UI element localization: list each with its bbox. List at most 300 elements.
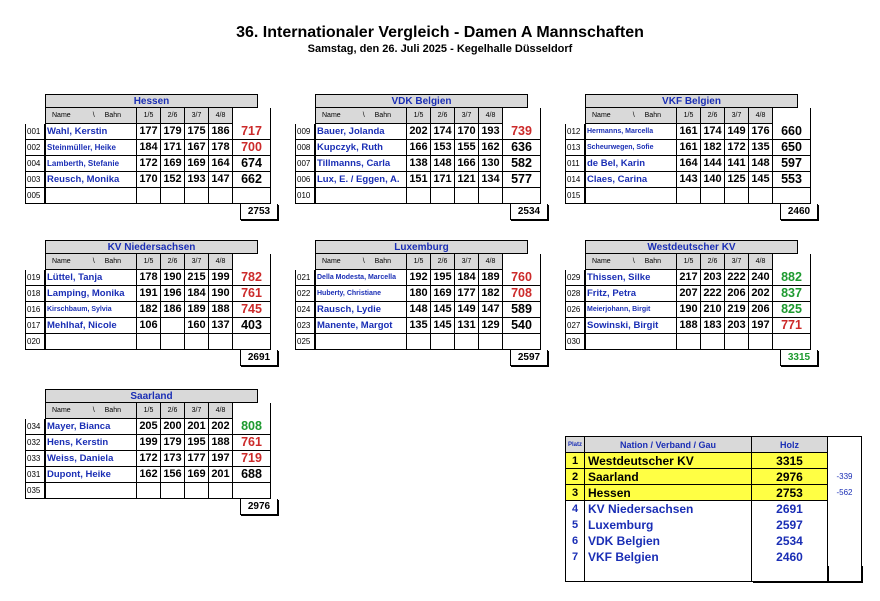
- lane-score: 195: [185, 435, 209, 451]
- nr-header: [25, 403, 45, 419]
- lane-score: 148: [407, 302, 431, 318]
- player-name: Mehlhaf, Nicole: [45, 318, 137, 334]
- player-row: [565, 270, 818, 286]
- name-label: Name: [52, 407, 71, 414]
- lane-score: 195: [431, 270, 455, 286]
- player-total: 589: [503, 302, 541, 318]
- player-total: 837: [773, 286, 811, 302]
- player-row: [295, 188, 548, 204]
- ranking-row: [565, 517, 862, 533]
- lane-score: 171: [161, 140, 185, 156]
- lane-score: [431, 334, 455, 350]
- lane-score: 178: [137, 270, 161, 286]
- name-bahn-header: [45, 403, 137, 419]
- page-subtitle: Samstag, den 26. Juli 2025 - Kegelhalle Düsseldorf: [307, 43, 573, 55]
- player-row: [25, 334, 278, 350]
- team-block: [25, 94, 278, 220]
- lane-score: 130: [479, 156, 503, 172]
- player-name: Lamberth, Stefanie: [45, 156, 137, 172]
- player-name: Wahl, Kerstin: [45, 124, 137, 140]
- lane-score: 188: [209, 435, 233, 451]
- player-row: [25, 302, 278, 318]
- lane-score: [209, 483, 233, 499]
- bahn-label: Bahn: [104, 407, 121, 414]
- player-total: 761: [233, 435, 271, 451]
- lane-score: 135: [749, 140, 773, 156]
- ranking-nation: Westdeutscher KV: [585, 453, 752, 469]
- lane-score: 162: [479, 140, 503, 156]
- player-name: de Bel, Karin: [585, 156, 677, 172]
- lane-score: 134: [479, 172, 503, 188]
- ranking-place: 3: [565, 485, 585, 501]
- player-total: 700: [233, 140, 271, 156]
- lane-score: [749, 334, 773, 350]
- sum-header: [773, 108, 811, 124]
- column-header-row: [295, 254, 548, 270]
- player-row: [295, 334, 548, 350]
- lane-score: 106: [137, 318, 161, 334]
- lane-score: 188: [677, 318, 701, 334]
- player-total: 636: [503, 140, 541, 156]
- ranking-holz: 2753: [752, 485, 828, 501]
- lane-header: 3/7: [185, 108, 209, 124]
- lane-score: 156: [161, 467, 185, 483]
- lane-score: 166: [455, 156, 479, 172]
- name-bahn-header: [45, 254, 137, 270]
- player-name: Thissen, Silke: [585, 270, 677, 286]
- team-name: Luxemburg: [315, 240, 528, 254]
- player-row: [295, 286, 548, 302]
- player-number: 012: [565, 124, 585, 140]
- lane-score: [137, 334, 161, 350]
- lane-score: 177: [137, 124, 161, 140]
- lane-score: 176: [749, 124, 773, 140]
- player-name: Lamping, Monika: [45, 286, 137, 302]
- player-name: Hens, Kerstin: [45, 435, 137, 451]
- name-label: Name: [52, 258, 71, 265]
- player-total: 782: [233, 270, 271, 286]
- lane-score: 144: [701, 156, 725, 172]
- player-total: 597: [773, 156, 811, 172]
- bahn-label: Bahn: [644, 258, 661, 265]
- lane-score: 171: [431, 172, 455, 188]
- nr-header: [295, 254, 315, 270]
- lane-header: 2/6: [161, 254, 185, 270]
- player-number: 035: [25, 483, 45, 499]
- lane-score: 215: [185, 270, 209, 286]
- player-number: 027: [565, 318, 585, 334]
- lane-score: 197: [209, 451, 233, 467]
- player-number: 013: [565, 140, 585, 156]
- player-name: [585, 334, 677, 350]
- lane-header: 4/8: [209, 108, 233, 124]
- lane-score: 121: [455, 172, 479, 188]
- lane-score: [209, 188, 233, 204]
- lane-score: [725, 188, 749, 204]
- player-name: Kupczyk, Ruth: [315, 140, 407, 156]
- player-name: Meierjohann, Birgit: [585, 302, 677, 318]
- sum-header: [233, 108, 271, 124]
- player-row: [295, 156, 548, 172]
- team-block: [25, 240, 278, 366]
- player-row: [565, 156, 818, 172]
- lane-header: 4/8: [479, 254, 503, 270]
- lane-score: 186: [209, 124, 233, 140]
- player-row: [565, 334, 818, 350]
- player-name: Steinmüller, Heike: [45, 140, 137, 156]
- ranking-diff: [828, 501, 862, 517]
- ranking-place: 1: [565, 453, 585, 469]
- lane-score: 206: [749, 302, 773, 318]
- lane-header: 1/5: [407, 108, 431, 124]
- player-total: 403: [233, 318, 271, 334]
- lane-score: 149: [725, 124, 749, 140]
- player-total: 662: [233, 172, 271, 188]
- ranking-holz: 2534: [752, 533, 828, 549]
- name-label: Name: [592, 258, 611, 265]
- lane-score: 183: [701, 318, 725, 334]
- ranking-holz: 3315: [752, 453, 828, 469]
- player-number: 022: [295, 286, 315, 302]
- ranking-nation: Hessen: [585, 485, 752, 501]
- lane-score: 196: [161, 286, 185, 302]
- ranking-table: [565, 436, 862, 582]
- ranking-place: 2: [565, 469, 585, 485]
- lane-score: 203: [701, 270, 725, 286]
- player-name: Kirschbaum, Sylvia: [45, 302, 137, 318]
- team-block: [25, 389, 278, 515]
- lane-score: 131: [455, 318, 479, 334]
- ranking-nation: VDK Belgien: [585, 533, 752, 549]
- player-number: 020: [25, 334, 45, 350]
- player-name: Bauer, Jolanda: [315, 124, 407, 140]
- ranking-nation: Luxemburg: [585, 517, 752, 533]
- team-name: KV Niedersachsen: [45, 240, 258, 254]
- lane-score: 222: [725, 270, 749, 286]
- name-label: Name: [322, 112, 341, 119]
- separator: \: [92, 407, 95, 414]
- lane-score: 192: [407, 270, 431, 286]
- lane-score: 186: [161, 302, 185, 318]
- player-total: [233, 188, 271, 204]
- player-number: 014: [565, 172, 585, 188]
- nr-header: [565, 254, 585, 270]
- ranking-row: [565, 485, 862, 501]
- player-name: Weiss, Daniela: [45, 451, 137, 467]
- ranking-holz: 2460: [752, 549, 828, 565]
- lane-header: 1/5: [137, 403, 161, 419]
- player-row: [565, 124, 818, 140]
- team-name: VDK Belgien: [315, 94, 528, 108]
- player-total: [773, 188, 811, 204]
- lane-score: [455, 188, 479, 204]
- ranking-diff: [828, 453, 862, 469]
- team-total: 2976: [240, 499, 278, 515]
- name-label: Name: [52, 112, 71, 119]
- lane-score: 148: [431, 156, 455, 172]
- lane-score: [725, 334, 749, 350]
- player-number: 006: [295, 172, 315, 188]
- player-number: 003: [25, 172, 45, 188]
- player-name: Lüttel, Tanja: [45, 270, 137, 286]
- player-total: 582: [503, 156, 541, 172]
- lane-score: 170: [137, 172, 161, 188]
- ranking-row: [565, 501, 862, 517]
- ranking-holz-header: Holz: [752, 436, 828, 453]
- lane-header: 1/5: [137, 254, 161, 270]
- lane-score: 184: [455, 270, 479, 286]
- player-number: 029: [565, 270, 585, 286]
- player-name: [315, 334, 407, 350]
- nr-header: [25, 108, 45, 124]
- player-name: Scheurwegen, Sofie: [585, 140, 677, 156]
- player-row: [25, 140, 278, 156]
- player-number: 026: [565, 302, 585, 318]
- lane-score: 169: [161, 156, 185, 172]
- lane-score: 138: [407, 156, 431, 172]
- sum-header: [503, 254, 541, 270]
- ranking-holz: 2597: [752, 517, 828, 533]
- ranking-row: [565, 549, 862, 565]
- player-number: 034: [25, 419, 45, 435]
- player-name: Dupont, Heike: [45, 467, 137, 483]
- lane-header: 4/8: [749, 254, 773, 270]
- player-row: [25, 270, 278, 286]
- lane-header: 2/6: [431, 108, 455, 124]
- player-row: [25, 156, 278, 172]
- bahn-label: Bahn: [374, 258, 391, 265]
- lane-header: 2/6: [701, 254, 725, 270]
- team-name: VKF Belgien: [585, 94, 798, 108]
- nr-header: [565, 108, 585, 124]
- lane-header: 4/8: [209, 403, 233, 419]
- lane-score: 166: [407, 140, 431, 156]
- sum-header: [233, 403, 271, 419]
- ranking-place-header: Platz: [565, 436, 585, 453]
- player-row: [25, 435, 278, 451]
- ranking-diff-header: [828, 436, 862, 453]
- lane-score: [161, 188, 185, 204]
- lane-score: 125: [725, 172, 749, 188]
- player-row: [565, 286, 818, 302]
- player-total: [503, 334, 541, 350]
- team-block: [295, 240, 548, 366]
- player-name: [45, 334, 137, 350]
- team-block: [565, 94, 818, 220]
- player-name: [585, 188, 677, 204]
- player-row: [565, 140, 818, 156]
- player-total: 540: [503, 318, 541, 334]
- player-name: Sowinski, Birgit: [585, 318, 677, 334]
- lane-score: [479, 334, 503, 350]
- player-row: [25, 124, 278, 140]
- lane-score: 153: [431, 140, 455, 156]
- lane-score: 135: [407, 318, 431, 334]
- lane-header: 3/7: [725, 108, 749, 124]
- player-total: 577: [503, 172, 541, 188]
- lane-score: 147: [479, 302, 503, 318]
- lane-score: [185, 188, 209, 204]
- lane-score: [407, 334, 431, 350]
- player-number: 004: [25, 156, 45, 172]
- ranking-place: 4: [565, 501, 585, 517]
- name-bahn-header: [45, 108, 137, 124]
- lane-score: 205: [137, 419, 161, 435]
- lane-score: 172: [725, 140, 749, 156]
- team-total: 2534: [510, 204, 548, 220]
- player-number: 032: [25, 435, 45, 451]
- player-number: 024: [295, 302, 315, 318]
- lane-score: [677, 188, 701, 204]
- player-total: 708: [503, 286, 541, 302]
- player-total: 882: [773, 270, 811, 286]
- lane-score: 190: [209, 286, 233, 302]
- player-total: 688: [233, 467, 271, 483]
- player-total: 745: [233, 302, 271, 318]
- sum-header: [233, 254, 271, 270]
- player-name: Hermanns, Marcella: [585, 124, 677, 140]
- lane-score: 173: [161, 451, 185, 467]
- player-name: [315, 188, 407, 204]
- lane-score: [137, 483, 161, 499]
- player-number: 002: [25, 140, 45, 156]
- column-header-row: [25, 254, 278, 270]
- ranking-diff: [828, 533, 862, 549]
- lane-score: 189: [185, 302, 209, 318]
- ranking-nation: VKF Belgien: [585, 549, 752, 565]
- lane-score: 179: [161, 124, 185, 140]
- lane-header: 3/7: [185, 254, 209, 270]
- lane-score: [407, 188, 431, 204]
- lane-score: 219: [725, 302, 749, 318]
- team-block: [565, 240, 818, 366]
- lane-score: 202: [749, 286, 773, 302]
- lane-header: 3/7: [725, 254, 749, 270]
- lane-score: 143: [677, 172, 701, 188]
- lane-score: 202: [209, 419, 233, 435]
- player-name: Reusch, Monika: [45, 172, 137, 188]
- nr-header: [295, 108, 315, 124]
- player-total: [233, 334, 271, 350]
- player-number: 033: [25, 451, 45, 467]
- player-total: 650: [773, 140, 811, 156]
- ranking-row: [565, 469, 862, 485]
- player-name: Della Modesta, Marcella: [315, 270, 407, 286]
- lane-score: 161: [677, 124, 701, 140]
- player-total: 739: [503, 124, 541, 140]
- ranking-place: 7: [565, 549, 585, 565]
- lane-score: 160: [185, 318, 209, 334]
- sum-header: [773, 254, 811, 270]
- separator: \: [92, 258, 95, 265]
- ranking-nation-header: Nation / Verband / Gau: [585, 436, 752, 453]
- player-total: 761: [233, 286, 271, 302]
- lane-score: 147: [209, 172, 233, 188]
- team-total: 2460: [780, 204, 818, 220]
- separator: \: [362, 258, 365, 265]
- lane-score: [161, 334, 185, 350]
- lane-score: [677, 334, 701, 350]
- player-number: 016: [25, 302, 45, 318]
- lane-score: 145: [431, 302, 455, 318]
- player-name: [45, 188, 137, 204]
- player-number: 010: [295, 188, 315, 204]
- lane-score: 172: [137, 451, 161, 467]
- lane-score: 191: [137, 286, 161, 302]
- lane-score: 149: [455, 302, 479, 318]
- lane-score: 190: [677, 302, 701, 318]
- lane-score: 202: [407, 124, 431, 140]
- lane-header: 2/6: [431, 254, 455, 270]
- separator: \: [92, 112, 95, 119]
- player-row: [295, 124, 548, 140]
- team-total: 2753: [240, 204, 278, 220]
- player-number: 018: [25, 286, 45, 302]
- column-header-row: [565, 108, 818, 124]
- lane-score: 203: [725, 318, 749, 334]
- lane-header: 1/5: [677, 108, 701, 124]
- column-header-row: [565, 254, 818, 270]
- lane-score: 167: [185, 140, 209, 156]
- lane-score: 184: [137, 140, 161, 156]
- lane-score: 151: [407, 172, 431, 188]
- lane-score: 182: [701, 140, 725, 156]
- player-number: 007: [295, 156, 315, 172]
- lane-score: 184: [185, 286, 209, 302]
- player-number: 019: [25, 270, 45, 286]
- lane-score: 182: [137, 302, 161, 318]
- lane-score: 172: [137, 156, 161, 172]
- lane-score: 189: [479, 270, 503, 286]
- team-name: Westdeutscher KV: [585, 240, 798, 254]
- ranking-diff: [828, 517, 862, 533]
- lane-score: 145: [431, 318, 455, 334]
- player-row: [25, 172, 278, 188]
- lane-score: [455, 334, 479, 350]
- lane-header: 2/6: [161, 108, 185, 124]
- player-total: 808: [233, 419, 271, 435]
- nr-header: [25, 254, 45, 270]
- player-number: 005: [25, 188, 45, 204]
- name-bahn-header: [315, 108, 407, 124]
- lane-score: [185, 483, 209, 499]
- column-header-row: [25, 403, 278, 419]
- player-row: [565, 188, 818, 204]
- ranking-row: [565, 453, 862, 469]
- ranking-row: [565, 533, 862, 549]
- player-row: [295, 140, 548, 156]
- player-name: Tillmanns, Carla: [315, 156, 407, 172]
- player-row: [25, 188, 278, 204]
- team-name: Hessen: [45, 94, 258, 108]
- player-row: [25, 286, 278, 302]
- lane-header: 1/5: [677, 254, 701, 270]
- lane-score: 148: [749, 156, 773, 172]
- lane-score: [479, 188, 503, 204]
- lane-header: 3/7: [455, 254, 479, 270]
- lane-score: 161: [677, 140, 701, 156]
- name-label: Name: [322, 258, 341, 265]
- player-name: Lux, E. / Eggen, A.: [315, 172, 407, 188]
- player-row: [25, 318, 278, 334]
- player-name: Fritz, Petra: [585, 286, 677, 302]
- page-title: 36. Internationaler Vergleich - Damen A Mannschaften: [236, 24, 644, 41]
- player-total: 717: [233, 124, 271, 140]
- lane-score: 199: [209, 270, 233, 286]
- player-row: [295, 172, 548, 188]
- lane-score: 152: [161, 172, 185, 188]
- column-header-row: [25, 108, 278, 124]
